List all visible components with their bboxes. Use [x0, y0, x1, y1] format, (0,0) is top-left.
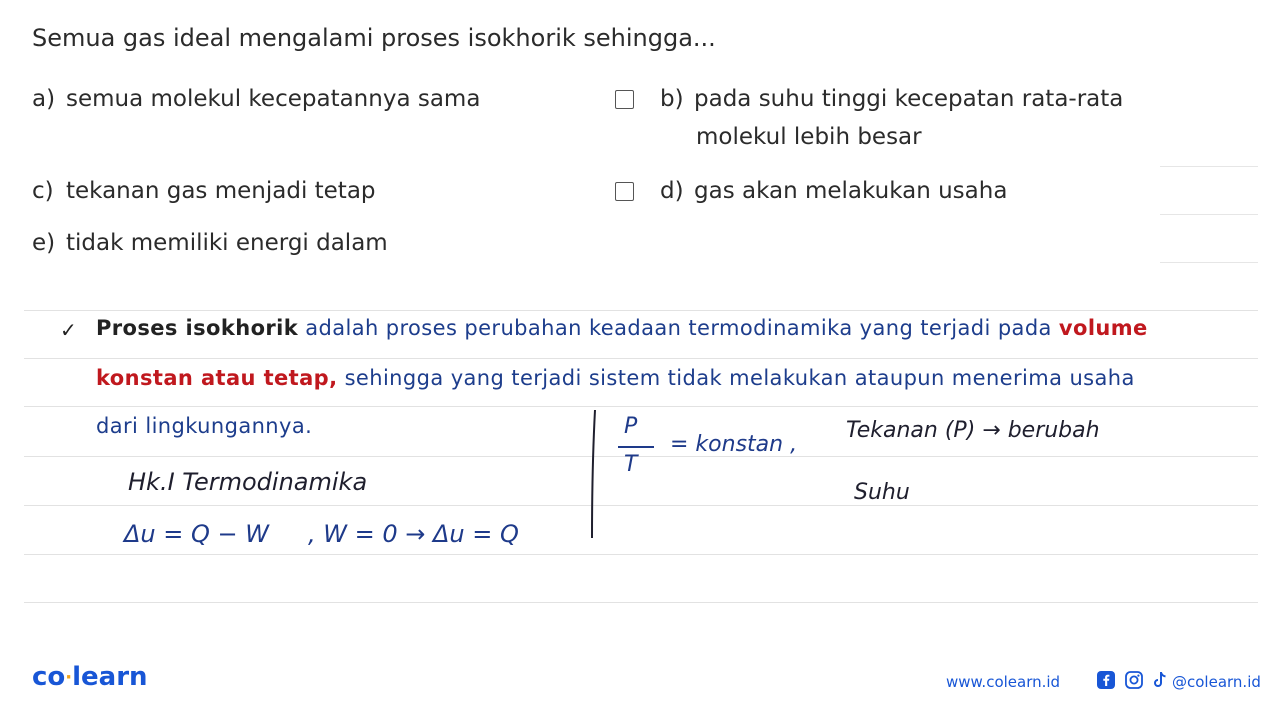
instagram-icon[interactable] [1124, 670, 1144, 690]
option-text: tidak memiliki energi dalam [66, 230, 388, 256]
checkbox-icon[interactable] [615, 182, 634, 201]
divider [1160, 166, 1258, 167]
option-text: gas akan melakukan usaha [694, 178, 1008, 204]
explanation-line-3 [96, 414, 312, 438]
option-c[interactable] [32, 178, 376, 204]
separator-line [586, 408, 600, 542]
fraction-bar [618, 446, 654, 448]
explanation-text: adalah proses perubahan keadaan termodinamika yang terjadi pada [305, 316, 1052, 340]
explanation-text: dari lingkungannya. [96, 414, 313, 438]
brand-logo[interactable] [32, 662, 148, 692]
pressure-note: Tekanan (P) → berubah [846, 418, 1100, 443]
brand-logo-right: learn [72, 662, 148, 692]
checkmark-icon: ✓ [60, 318, 77, 342]
divider [24, 602, 1258, 603]
first-law-equation: Δu = Q − W [124, 520, 269, 548]
option-letter: b) [660, 86, 684, 112]
konstan-text: = konstan , [670, 432, 798, 457]
option-text: tekanan gas menjadi tetap [66, 178, 376, 204]
explanation-line-1 [96, 316, 1148, 340]
explanation-line-2 [96, 366, 1135, 390]
option-a[interactable] [32, 86, 480, 112]
divider [24, 310, 1258, 311]
brand-logo-dot: · [65, 667, 73, 688]
website-link[interactable]: www.colearn.id [946, 673, 1061, 691]
divider [24, 406, 1258, 407]
tiktok-icon[interactable] [1150, 670, 1170, 690]
option-d[interactable] [660, 178, 1007, 204]
divider [1160, 262, 1258, 263]
option-text: pada suhu tinggi kecepatan rata-rata [694, 86, 1124, 112]
option-letter: a) [32, 86, 56, 112]
divider [1160, 214, 1258, 215]
divider [24, 358, 1258, 359]
option-letter: c) [32, 178, 54, 204]
question-text: Semua gas ideal mengalami proses isokhorik sehingga... [32, 24, 716, 52]
option-letter: e) [32, 230, 56, 256]
social-handle[interactable]: @colearn.id [1172, 673, 1261, 691]
divider [24, 505, 1258, 506]
option-text: semua molekul kecepatannya sama [66, 86, 481, 112]
explanation-term: Proses isokhorik [96, 316, 299, 340]
explanation-highlight: volume [1058, 316, 1148, 340]
option-b[interactable] [660, 86, 1123, 112]
option-letter: d) [660, 178, 684, 204]
law-title: Hk.I Termodinamika [128, 468, 368, 496]
facebook-icon[interactable] [1096, 670, 1116, 690]
explanation-text: sehingga yang terjadi sistem tidak melakukan ataupun menerima usaha [344, 366, 1135, 390]
explanation-highlight: konstan atau tetap, [96, 366, 338, 390]
temperature-note: Suhu [854, 480, 910, 505]
divider [24, 456, 1258, 457]
work-zero-equation: , W = 0 → Δu = Q [308, 520, 519, 548]
divider [24, 554, 1258, 555]
fraction-denominator: T [624, 452, 638, 477]
brand-logo-left: co [32, 662, 66, 692]
option-b-continuation: molekul lebih besar [696, 124, 922, 150]
checkbox-icon[interactable] [615, 90, 634, 109]
option-e[interactable] [32, 230, 388, 256]
fraction-numerator: P [624, 414, 638, 439]
